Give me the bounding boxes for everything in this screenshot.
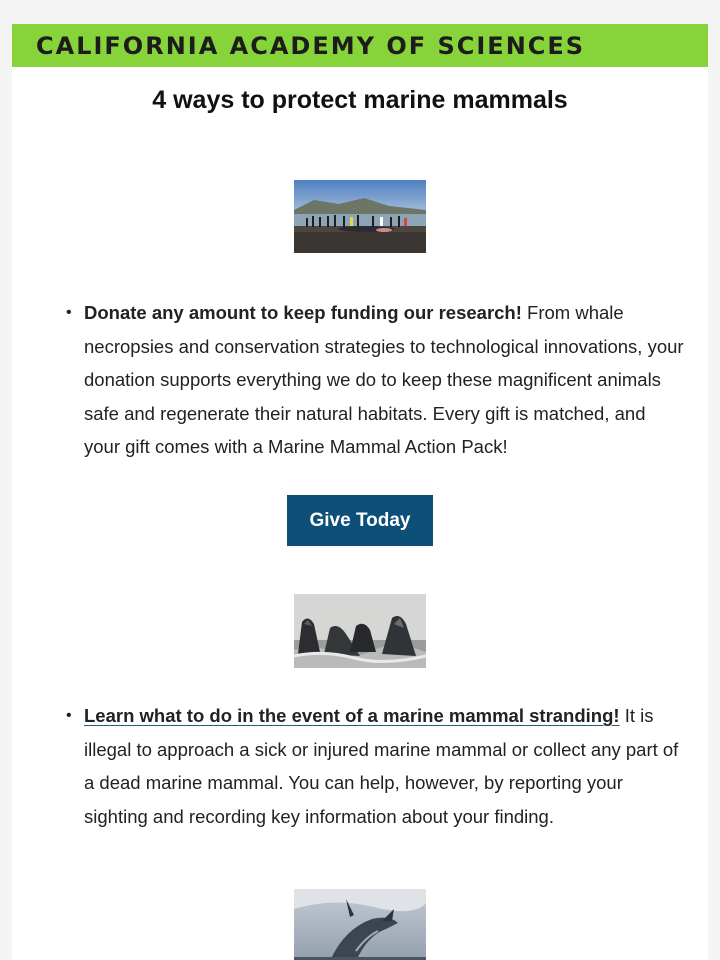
tip-body: It is illegal to approach a sick or injured marine mammal or collect any part of a dead marine mammal. You can help, however, by reporting your sighting and recording key information about your finding. [84,705,679,827]
page-title: 4 ways to protect marine mammals [152,86,568,114]
humpback-whales-feeding-photo [294,594,426,668]
beach-stranding-photo [294,180,426,253]
header-banner [12,24,708,67]
whale-breaching-photo [294,889,426,960]
tip-body: From whale necropsies and conservation strategies to technological innovations, your donation supports everything we do to keep these magnificent animals safe and regenerate their natural habitats. Every gift is matched, and your gift comes with a Marine Mammal Action Pack! [84,302,684,458]
org-logo-text: CALIFORNIA ACADEMY OF SCIENCES [36,31,586,60]
bullet-icon: • [66,304,72,321]
list-item [66,699,684,833]
bullet-icon: • [66,707,72,724]
tips-list-donate [66,296,684,464]
give-today-button[interactable]: Give Today [287,495,433,546]
email-body [12,24,708,960]
tips-list-stranding [66,699,684,833]
list-item [66,296,684,464]
tip-lead: Donate any amount to keep funding our research! [84,302,522,323]
stranding-guide-link[interactable]: Learn what to do in the event of a marine mammal stranding! [84,705,620,726]
